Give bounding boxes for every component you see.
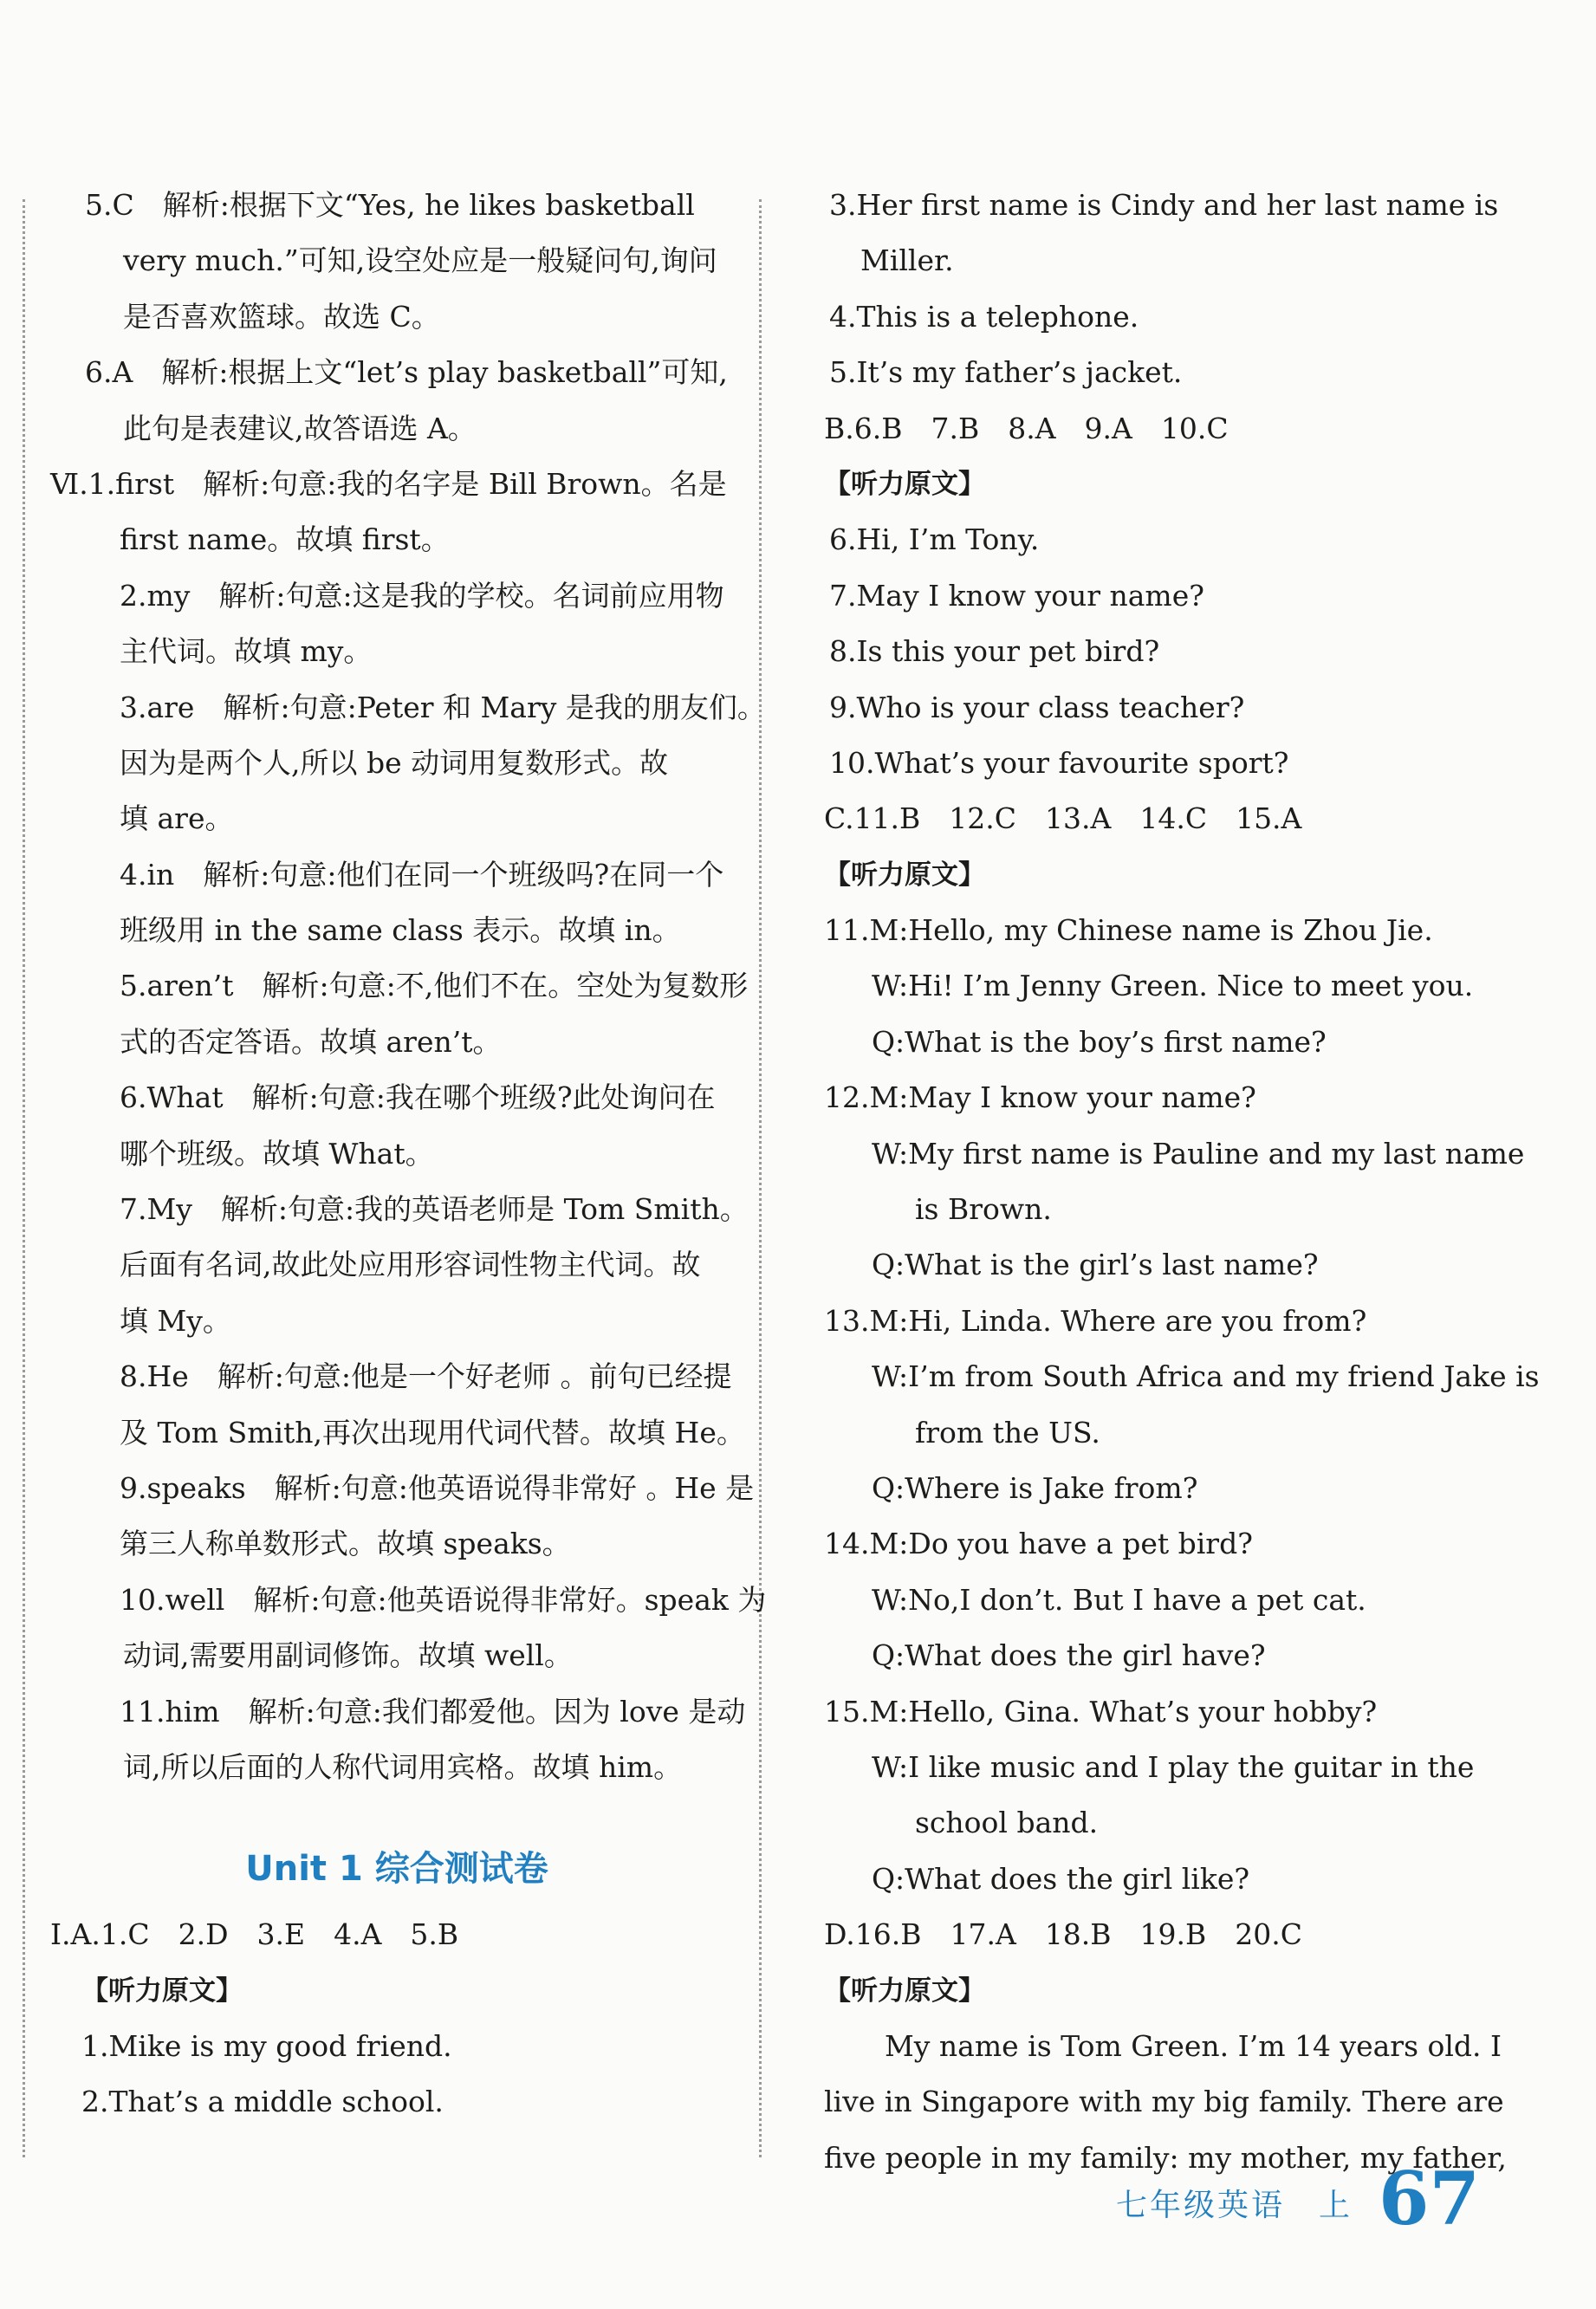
answer-line: W:My first name is Pauline and my last name bbox=[872, 1136, 1525, 1171]
page-footer bbox=[1116, 2140, 1497, 2241]
answer-line: 10.well 解析:句意:他英语说得非常好。speak 为 bbox=[120, 1582, 767, 1617]
answer-line: school band. bbox=[915, 1806, 1099, 1840]
answer-line: Ⅵ.1.first 解析:句意:我的名字是 Bill Brown。名是 bbox=[50, 466, 727, 501]
right-column bbox=[824, 178, 1540, 2186]
answer-line: 3.Her first name is Cindy and her last name is bbox=[829, 188, 1499, 222]
answer-line: 8.He 解析:句意:他是一个好老师 。前句已经提 bbox=[120, 1359, 732, 1394]
answer-line: 8.Is this your pet bird? bbox=[829, 634, 1160, 669]
answer-line: 12.M:May I know your name? bbox=[824, 1080, 1256, 1115]
answer-line: 9.speaks 解析:句意:他英语说得非常好 。He 是 bbox=[120, 1470, 755, 1505]
answer-line: 式的否定答语。故填 aren’t。 bbox=[120, 1024, 502, 1059]
answer-line: 5.C 解析:根据下文“Yes, he likes basketball bbox=[85, 188, 695, 222]
answer-line: 4.in 解析:句意:他们在同一个班级吗?在同一个 bbox=[120, 857, 724, 892]
answer-line: Q:What is the boy’s first name? bbox=[872, 1024, 1327, 1059]
unit-title: Unit 1 综合测试卷 bbox=[245, 1849, 548, 1890]
section-header: 【听力原文】 bbox=[824, 859, 985, 891]
answer-line: 7.My 解析:句意:我的英语老师是 Tom Smith。 bbox=[120, 1192, 749, 1227]
answer-line: 6.Hi, I’m Tony. bbox=[829, 522, 1040, 557]
answer-line: 及 Tom Smith,再次出现用代词代替。故填 He。 bbox=[120, 1415, 745, 1450]
answer-line: 14.M:Do you have a pet bird? bbox=[824, 1527, 1253, 1561]
answer-line: D.16.B 17.A 18.B 19.B 20.C bbox=[824, 1917, 1303, 1952]
answer-line: 此句是表建议,故答语选 A。 bbox=[123, 411, 477, 445]
answer-line: W:I like music and I play the guitar in the bbox=[872, 1749, 1475, 1784]
answer-line: 第三人称单数形式。故填 speaks。 bbox=[120, 1527, 571, 1561]
answer-line: W:Hi! I’m Jenny Green. Nice to meet you. bbox=[872, 969, 1474, 1003]
answer-line: 填 are。 bbox=[120, 801, 234, 836]
answer-line: 因为是两个人,所以 be 动词用复数形式。故 bbox=[120, 745, 669, 780]
answer-line: 2.That’s a middle school. bbox=[81, 2085, 444, 2119]
answer-line: 6.A 解析:根据上文“let’s play basketball”可知, bbox=[85, 355, 728, 390]
answer-line: My name is Tom Green. I’m 14 years old. I bbox=[885, 2028, 1502, 2063]
answer-line: 10.What’s your favourite sport? bbox=[829, 745, 1289, 780]
answer-line: W:I’m from South Africa and my friend Jake is bbox=[872, 1359, 1540, 1394]
footer-label: 七年级英语 上 bbox=[1116, 2188, 1353, 2223]
column-divider bbox=[759, 199, 762, 2157]
answer-line: very much.”可知,设空处应是一般疑问句,询问 bbox=[123, 243, 717, 278]
answer-line: Ⅰ.A.1.C 2.D 3.E 4.A 5.B bbox=[50, 1917, 459, 1952]
answer-line: W:No,I don’t. But I have a pet cat. bbox=[872, 1582, 1366, 1617]
answer-line: 班级用 in the same class 表示。故填 in。 bbox=[120, 913, 681, 948]
answer-line: Q:What does the girl have? bbox=[872, 1638, 1266, 1673]
left-answer-list bbox=[50, 178, 767, 1795]
section-header: 【听力原文】 bbox=[81, 1975, 243, 2007]
answer-line: 11.M:Hello, my Chinese name is Zhou Jie. bbox=[824, 913, 1433, 948]
answer-line: Q:What does the girl like? bbox=[872, 1861, 1250, 1896]
answer-line: 动词,需要用副词修饰。故填 well。 bbox=[123, 1638, 573, 1673]
answer-line: 11.him 解析:句意:我们都爱他。因为 love 是动 bbox=[120, 1694, 746, 1729]
answer-line: Q:What is the girl’s last name? bbox=[872, 1248, 1319, 1282]
answer-line: live in Singapore with my big family. There are bbox=[824, 2085, 1504, 2119]
right-answer-list bbox=[824, 178, 1540, 2186]
left-column bbox=[50, 178, 767, 2131]
answer-line: Q:Where is Jake from? bbox=[872, 1470, 1198, 1505]
answer-line: B.6.B 7.B 8.A 9.A 10.C bbox=[824, 411, 1229, 445]
unit-test-answers bbox=[50, 1907, 743, 2131]
page-number: 67 bbox=[1379, 2156, 1480, 2241]
answer-line: 后面有名词,故此处应用形容词性物主代词。故 bbox=[120, 1248, 701, 1282]
answer-line: five people in my family: my mother, my father, bbox=[824, 2140, 1507, 2175]
section-header: 【听力原文】 bbox=[824, 1975, 985, 2007]
answer-line: 15.M:Hello, Gina. What’s your hobby? bbox=[824, 1694, 1378, 1729]
answer-line: Miller. bbox=[860, 243, 954, 278]
left-margin-rule bbox=[23, 199, 25, 2157]
answer-line: 词,所以后面的人称代词用宾格。故填 him。 bbox=[123, 1749, 683, 1784]
answer-line: 主代词。故填 my。 bbox=[120, 634, 373, 669]
answer-line: 4.This is a telephone. bbox=[829, 299, 1139, 334]
answer-line: 9.Who is your class teacher? bbox=[829, 690, 1245, 724]
answer-line: 6.What 解析:句意:我在哪个班级?此处询问在 bbox=[120, 1080, 716, 1115]
answer-line: 填 My。 bbox=[120, 1303, 231, 1338]
answer-line: 7.May I know your name? bbox=[829, 578, 1204, 613]
answer-line: from the US. bbox=[915, 1415, 1100, 1450]
answer-line: 2.my 解析:句意:这是我的学校。名词前应用物 bbox=[120, 578, 724, 613]
answer-line: 5.It’s my father’s jacket. bbox=[829, 355, 1183, 390]
answer-line: C.11.B 12.C 13.A 14.C 15.A bbox=[824, 801, 1302, 836]
answer-line: 3.are 解析:句意:Peter 和 Mary 是我的朋友们。 bbox=[120, 690, 766, 724]
answer-line: first name。故填 first。 bbox=[120, 522, 450, 557]
answer-line: 13.M:Hi, Linda. Where are you from? bbox=[824, 1303, 1367, 1338]
answer-line: is Brown. bbox=[915, 1192, 1052, 1227]
answer-line: 哪个班级。故填 What。 bbox=[120, 1136, 434, 1171]
answer-line: 5.aren’t 解析:句意:不,他们不在。空处为复数形 bbox=[120, 969, 749, 1003]
answer-line: 是否喜欢篮球。故选 C。 bbox=[123, 299, 440, 334]
section-header: 【听力原文】 bbox=[824, 468, 985, 500]
answer-line: 1.Mike is my good friend. bbox=[81, 2028, 452, 2063]
